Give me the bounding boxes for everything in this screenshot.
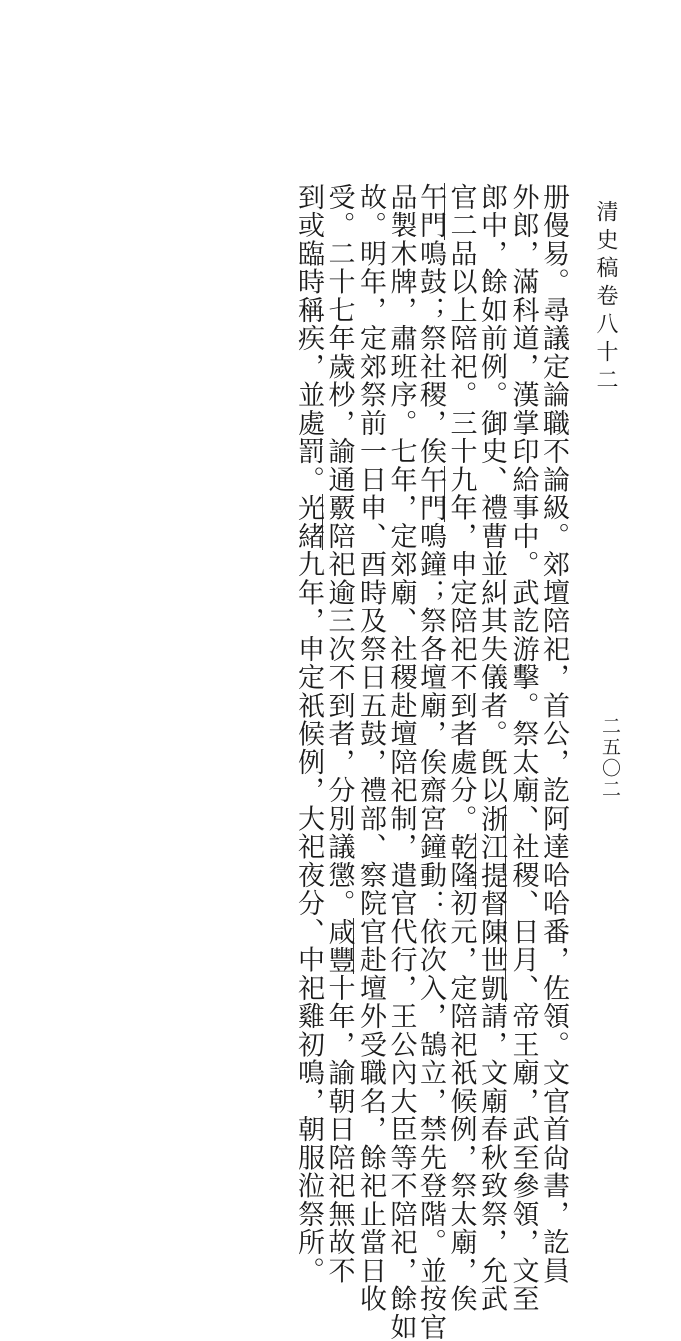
proper-name-mark: 午門	[415, 183, 446, 240]
text-segment: 到或臨時稱疾，並處罰。	[293, 183, 324, 494]
text-line	[293, 183, 323, 1285]
text-line	[354, 183, 384, 1313]
proper-name-mark: 乾隆	[445, 832, 477, 890]
text-line	[324, 183, 354, 1285]
page-number: 二五〇二	[599, 716, 621, 800]
text-segment: 册僈易。尋議定論職不論級。郊壇陪祀，首公，訖阿達哈哈番，佐領。文官首尙書，訖員	[538, 183, 569, 1285]
text-segment: 品製木牌，肅班序。七年，定郊廟、社稷赴壇陪祀制，遣官代行，王公內大臣等不陪祀，餘如	[385, 183, 417, 1341]
text-segment: 郎中，餘如前例。御史、禮曹並糾其失儀者。旣以	[476, 183, 507, 805]
text-segment: 故。明年，定郊祭前一日申、酉時及祭日五鼓，禮部、察院官赴壇外受職名，餘祀止當日收	[355, 183, 386, 1313]
proper-name-mark: 光緒	[293, 493, 324, 551]
running-header-title: 清史稿卷八十二	[593, 200, 618, 396]
text-segment: 請，文廟春秋致祭，允武	[476, 1002, 507, 1313]
proper-name-mark: 浙江提督陳世凱	[476, 804, 507, 1003]
text-segment: 鳴鼓；祭社稷，俟	[415, 239, 446, 466]
text-line	[476, 183, 506, 1313]
text-segment: 官二品以上陪祀。三十九年，申定陪祀不到者處分。	[445, 183, 477, 833]
text-segment: 九年，申定祇候例，大祀夜分、中祀雞初鳴，朝服涖祭所。	[293, 550, 324, 1285]
text-segment: 十年，諭朝日陪祀無故不	[323, 974, 355, 1285]
text-line	[415, 183, 445, 1341]
text-line	[537, 183, 567, 1285]
text-segment: 外郎，滿科道，漢掌印給事中。武訖游擊。祭太廟、社稷、日月、帝王廟，武至參領，文至	[507, 183, 539, 1313]
text-line	[507, 183, 537, 1313]
text-segment: 受。二十七年歲杪，諭通覈陪祀逾三次不到者，分別議懲。	[323, 183, 355, 918]
proper-name-mark: 午門	[415, 465, 446, 522]
proper-name-mark: 咸豐	[323, 917, 355, 974]
text-segment: 鳴鐘；祭各壇廟，俟齋宮鐘動：依次入，鵠立，禁先登階。並按官	[415, 522, 446, 1341]
text-line	[385, 183, 415, 1341]
text-line	[446, 183, 476, 1313]
text-segment: 初元，定陪祀祇候例，祭太廟，俟	[445, 889, 477, 1313]
